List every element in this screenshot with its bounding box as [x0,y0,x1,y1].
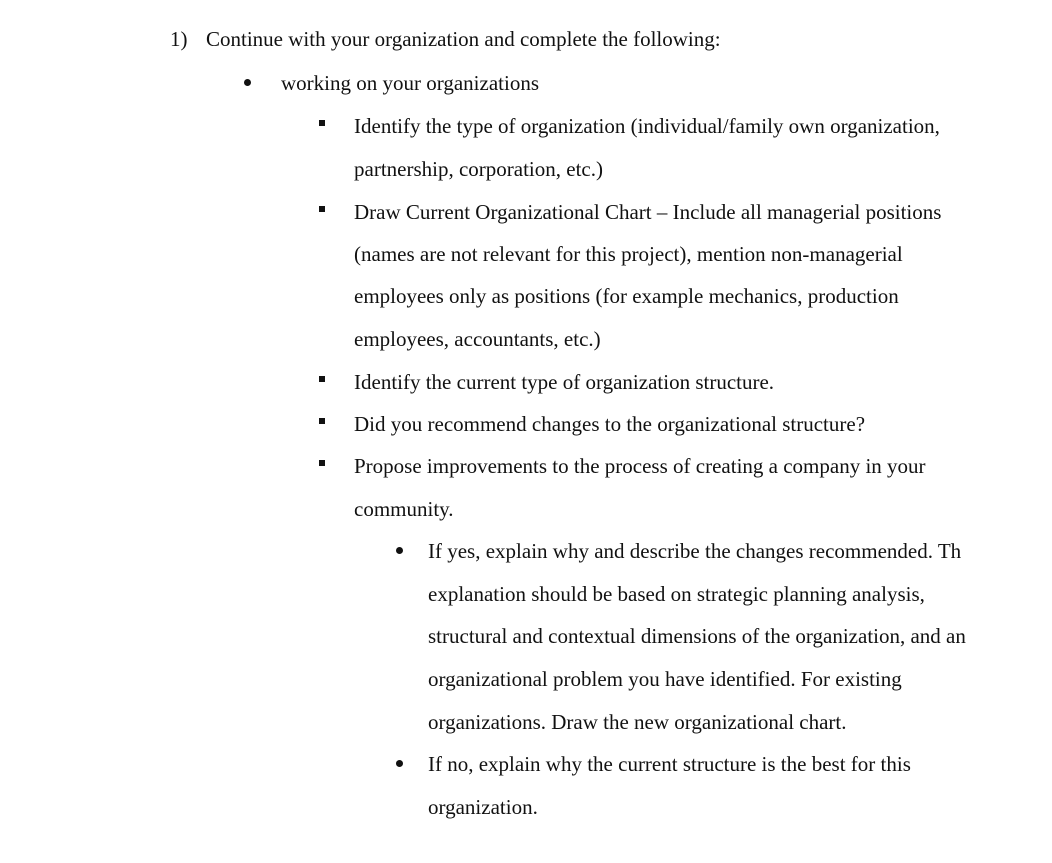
round-bullet-icon [396,760,403,767]
square-bullet-icon [319,206,325,212]
square-bullet-icon [319,376,325,382]
task-line: Identify the current type of organization structure. [354,370,775,394]
task-line: partnership, corporation, etc.) [354,157,603,181]
answer-line: explanation should be based on strategic planning analysis, [428,582,925,606]
round-bullet-icon [244,79,251,86]
sub-item-text: working on your organizations [281,71,539,95]
answer-line: structural and contextual dimensions of the organization, and an [428,624,966,648]
square-bullet-icon [319,120,325,126]
task-line: Identify the type of organization (individual/family own organization, [354,114,940,138]
task-line: Propose improvements to the process of creating a company in your [354,454,926,478]
task-line: employees only as positions (for example mechanics, production [354,284,899,308]
answer-line: organizational problem you have identified. For existing [428,667,902,691]
task-line: Draw Current Organizational Chart – Include all managerial positions [354,200,942,224]
list-number: 1) [170,27,188,51]
round-bullet-icon [396,547,403,554]
task-line: employees, accountants, etc.) [354,327,601,351]
list-item-text: Continue with your organization and complete the following: [206,27,721,51]
task-line: community. [354,497,454,521]
answer-line: organization. [428,795,538,819]
answer-line: organizations. Draw the new organizational chart. [428,710,847,734]
square-bullet-icon [319,418,325,424]
square-bullet-icon [319,460,325,466]
answer-line: If yes, explain why and describe the changes recommended. Th [428,539,962,563]
task-line: (names are not relevant for this project), mention non-managerial [354,242,903,266]
answer-line: If no, explain why the current structure is the best for this [428,752,911,776]
task-line: Did you recommend changes to the organizational structure? [354,412,866,436]
